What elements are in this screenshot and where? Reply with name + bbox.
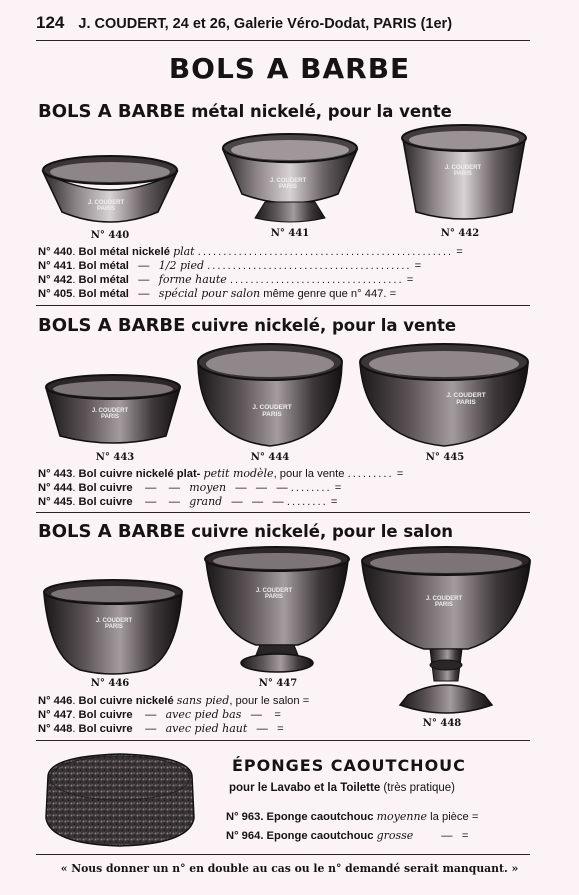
stamp-442: J. COUDERT PARIS	[444, 165, 482, 177]
section3-rule	[36, 740, 530, 741]
item-440: N° 440. Bol métal nickelé plat .................................................. =	[38, 245, 463, 258]
item-448: N° 448. Bol cuivre — avec pied haut — =	[38, 722, 284, 735]
section1-title: BOLS A BARBE métal nickelé, pour la vente	[38, 101, 452, 122]
section1-rule	[36, 305, 530, 306]
item-405: N° 405. Bol métal — spécial pour salon même genre que n° 447. =	[38, 287, 397, 300]
item-963: N° 963. Eponge caoutchouc moyenne la pièce =	[226, 810, 479, 823]
stamp-443: J. COUDERT PARIS	[91, 408, 129, 420]
item-444: N° 444. Bol cuivre — — moyen — — — ........ =	[38, 481, 342, 494]
item-445: N° 445. Bol cuivre — — grand — — — ........ =	[38, 495, 338, 508]
item-443: N° 443. Bol cuivre nickelé plat- petit modèle, pour la vente ......... =	[38, 467, 404, 480]
caption-447: N° 447	[258, 678, 298, 689]
sponges-subtitle: pour le Lavabo et la Toilette (très pratique)	[229, 782, 456, 794]
item-441: N° 441. Bol métal — 1/2 pied ........................................ =	[38, 259, 422, 272]
stamp-446: J. COUDERT PARIS	[95, 618, 133, 630]
page-number: 124	[36, 13, 65, 32]
caption-448: N° 448	[422, 718, 462, 729]
footer-rule	[36, 854, 530, 855]
caption-445: N° 445	[425, 452, 465, 463]
stamp-441: J. COUDERT PARIS	[269, 178, 307, 190]
bowl-440-image	[40, 150, 180, 230]
sponges-title: ÉPONGES CAOUTCHOUC	[232, 756, 466, 775]
caption-441: N° 441	[270, 228, 310, 239]
caption-442: N° 442	[440, 228, 480, 239]
stamp-440: J. COUDERT PARIS	[87, 200, 125, 212]
bowl-448-image	[358, 545, 534, 720]
caption-440: N° 440	[90, 230, 130, 241]
stamp-448: J. COUDERT PARIS	[425, 596, 463, 608]
sponge-image	[40, 748, 200, 850]
stamp-445: J. COUDERT PARIS	[446, 392, 486, 406]
section2-title: BOLS A BARBE cuivre nickelé, pour la vente	[38, 315, 457, 336]
header-rule	[36, 40, 530, 41]
caption-443: N° 443	[95, 452, 135, 463]
page-header	[36, 13, 536, 33]
bowl-444-image	[194, 342, 346, 450]
item-442: N° 442. Bol métal — forme haute .................................. =	[38, 273, 414, 286]
item-446: N° 446. Bol cuivre nickelé sans pied, pour le salon =	[38, 694, 310, 707]
stamp-447: J. COUDERT PARIS	[255, 588, 293, 600]
stamp-444: J. COUDERT PARIS	[252, 404, 292, 418]
caption-446: N° 446	[90, 678, 130, 689]
page-title: BOLS A BARBE	[168, 52, 411, 85]
bowl-447-image	[200, 545, 354, 677]
footer-note: « Nous donner un n° en double au cas ou le n° demandé serait manquant. »	[60, 862, 519, 875]
caption-444: N° 444	[250, 452, 290, 463]
header-text: J. COUDERT, 24 et 26, Galerie Véro-Dodat, PARIS (1er)	[78, 16, 453, 32]
section3-title: BOLS A BARBE cuivre nickelé, pour le salon	[38, 521, 454, 542]
section2-rule	[36, 512, 530, 513]
item-964: N° 964. Eponge caoutchouc grosse — =	[226, 829, 469, 842]
item-447: N° 447. Bol cuivre — avec pied bas — =	[38, 708, 281, 721]
